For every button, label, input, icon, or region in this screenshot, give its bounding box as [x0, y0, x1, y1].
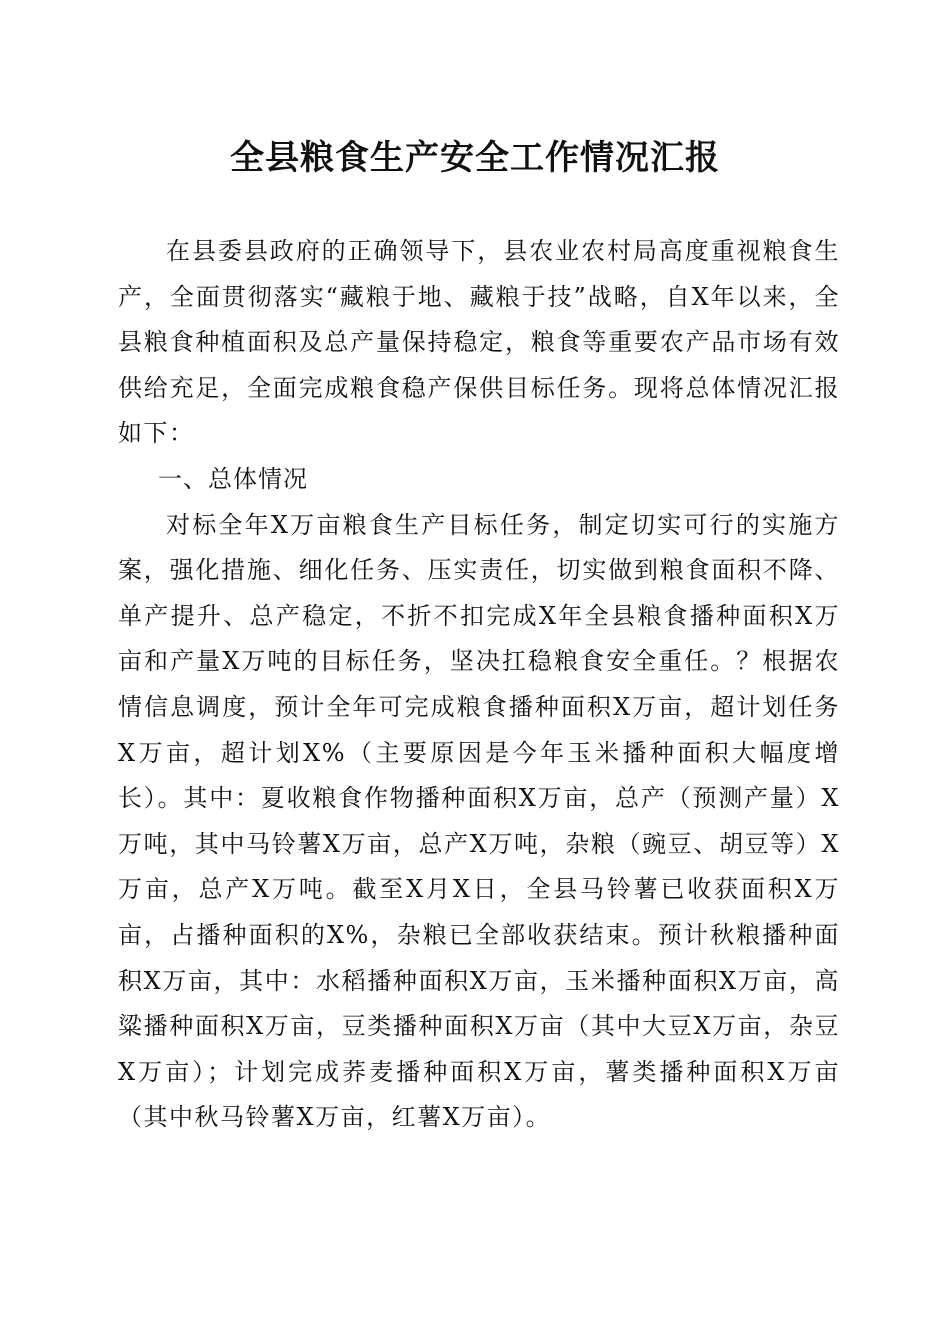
intro-paragraph: 在县委县政府的正确领导下，县农业农村局高度重视粮食生产，全面贯彻落实“藏粮于地、藏粮于技”战略，自X年以来，全县粮食种植面积及总产量保持稳定，粮食等重要农产品市场有效供给充足，全面完成粮食稳产保供目标任务。现将总体情况汇报如下： [118, 237, 840, 448]
section-heading-overview: 一、总体情况 [158, 464, 308, 493]
document-title: 全县粮食生产安全工作情况汇报 [230, 138, 720, 178]
document-body [118, 229, 840, 1141]
overview-paragraph: 对标全年X万亩粮食生产目标任务，制定切实可行的实施方案，强化措施、细化任务、压实责任，切实做到粮食面积不降、单产提升、总产稳定，不折不扣完成X年全县粮食播种面积X万亩和产量X万吨的目标任务，坚决扛稳粮食安全重任。？根据农情信息调度，预计全年可完成粮食播种面积X万亩，超计划任务X万亩，超计划X%（主要原因是今年玉米播种面积大幅度增长）。其中：夏收粮食作物播种面积X万亩，总产（预测产量）X万吨，其中马铃薯X万亩，总产X万吨，杂粮（豌豆、胡豆等）X万亩，总产X万吨。截至X月X日，全县马铃薯已收获面积X万亩，占播种面积的X%，杂粮已全部收获结束。预计秋粮播种面积X万亩，其中：水稻播种面积X万亩，玉米播种面积X万亩，高粱播种面积X万亩，豆类播种面积X万亩（其中大豆X万亩，杂豆X万亩）；计划完成荞麦播种面积X万亩，薯类播种面积X万亩（其中秋马铃薯X万亩，红薯X万亩）。 [118, 510, 840, 1132]
